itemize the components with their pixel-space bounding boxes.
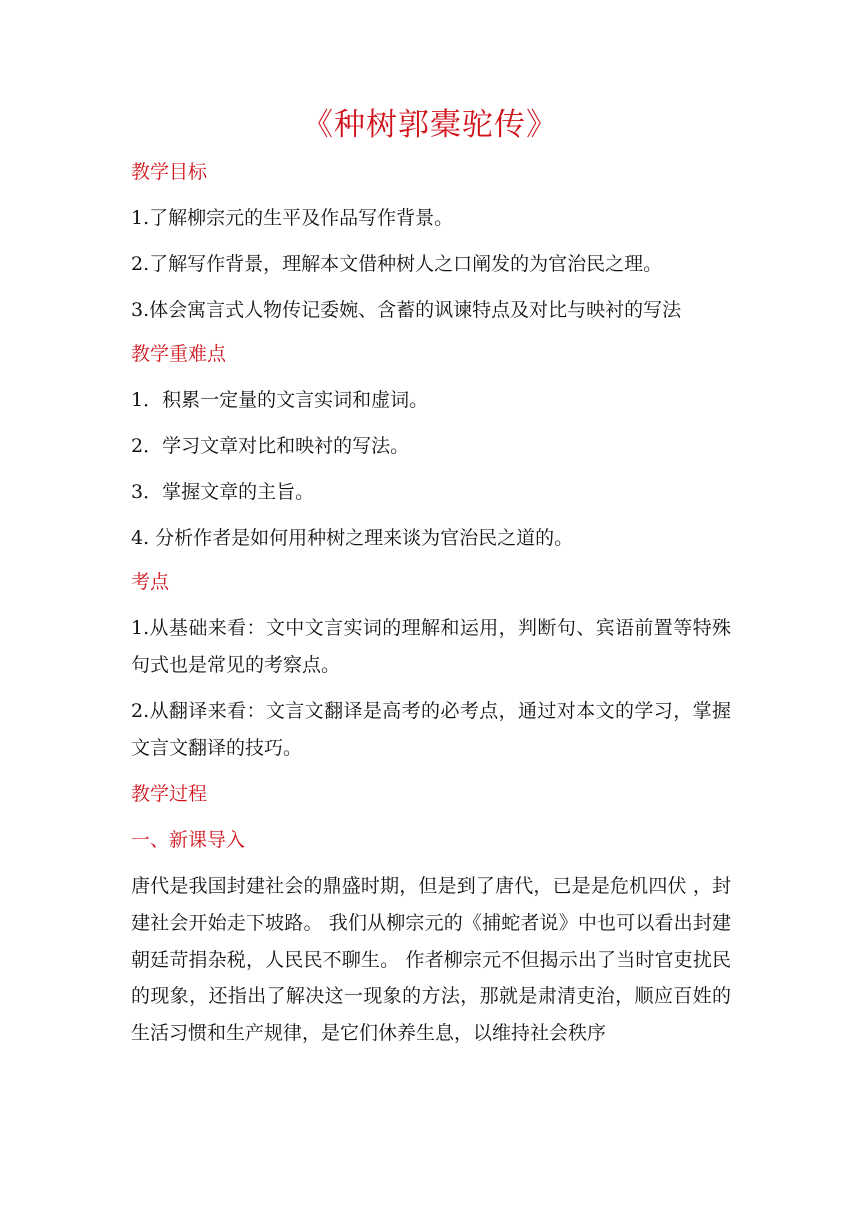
key-point-item: 3．掌握文章的主旨。 (131, 481, 315, 503)
exam-point-item: 1.从基础来看：文中文言实词的理解和运用，判断句、宾语前置等特殊句式也是常见的考察点。 (131, 617, 731, 676)
section-heading-key-points: 教学重难点 (131, 343, 227, 365)
exam-point-item: 2.从翻译来看：文言文翻译是高考的必考点，通过对本文的学习，掌握文言文翻译的技巧。 (131, 700, 731, 759)
intro-paragraph: 唐代是我国封建社会的鼎盛时期，但是到了唐代，已是是危机四伏 ，封建社会开始走下坡路。 我们从柳宗元的《捕蛇者说》中也可以看出封建朝廷苛捐杂税，人民民不聊生。 作者柳宗元不但揭示出了当时官吏扰民的现象，还指出了解决这一现象的方法，那就是肃清吏治，顺应百姓的生活习惯和生产规律，是它们休养生息，以维持社会秩序 (131, 875, 731, 1044)
section-heading-goals: 教学目标 (131, 161, 208, 183)
goal-item: 1.了解柳宗元的生平及作品写作背景。 (131, 207, 454, 229)
key-point-item: 1．积累一定量的文言实词和虚词。 (131, 389, 429, 411)
section-heading-process: 教学过程 (131, 783, 208, 806)
key-point-item: 2．学习文章对比和映衬的写法。 (131, 435, 410, 457)
document-title: 《种树郭橐驼传》 (302, 107, 558, 143)
document-body (131, 154, 731, 1051)
section-subheading-intro: 一、新课导入 (131, 829, 246, 852)
goal-item: 3.体会寓言式人物传记委婉、含蓄的讽谏特点及对比与映衬的写法 (131, 299, 682, 321)
goal-item: 2.了解写作背景，理解本文借种树人之口阐发的为官治民之理。 (131, 253, 663, 275)
key-point-item: 4. 分析作者是如何用种树之理来谈为官治民之道的。 (131, 527, 574, 549)
section-heading-exam-points: 考点 (131, 571, 170, 593)
